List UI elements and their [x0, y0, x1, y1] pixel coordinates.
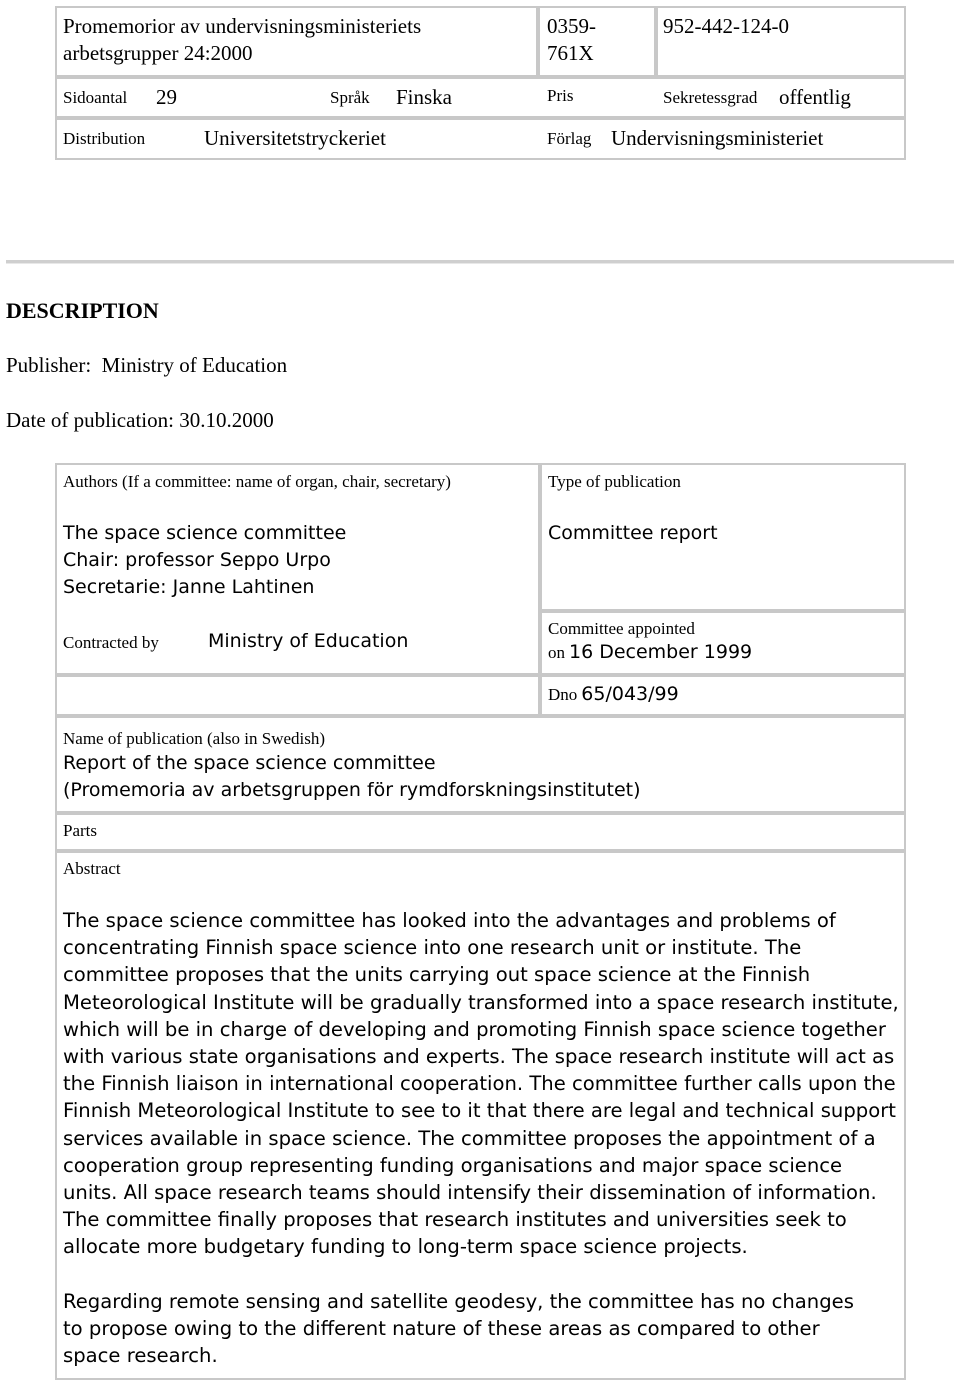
- appointed-prefix: on: [548, 643, 565, 662]
- name-line1: Report of the space science committee: [63, 752, 436, 774]
- abstract-label: Abstract: [63, 859, 121, 878]
- dno-line: [548, 684, 679, 706]
- issn-line2: 761X: [547, 41, 594, 65]
- dno-value: 65/043/99: [581, 683, 679, 705]
- publication-series-title-line1: Promemorior av undervisningsministeriets: [63, 14, 422, 38]
- date-label: Date of publication:: [6, 408, 174, 432]
- publisher-line: [6, 353, 287, 377]
- parts-label: Parts: [63, 821, 97, 840]
- name-line2: (Promemoria av arbetsgruppen för rymdforskningsinstitutet): [63, 779, 641, 801]
- language-value: Finska: [396, 85, 453, 109]
- distribution-label: Distribution: [63, 129, 146, 148]
- publisher-value-sv: Undervisningsministeriet: [611, 126, 824, 150]
- contracted-label: Contracted by: [63, 633, 159, 652]
- language-label: Språk: [330, 88, 370, 107]
- publisher-label-sv: Förlag: [547, 129, 592, 148]
- type-label: Type of publication: [548, 472, 681, 491]
- name-label: Name of publication (also in Swedish): [63, 729, 326, 748]
- parts-cell: [55, 813, 906, 851]
- abstract-paragraph-1: The space science committee has looked into the advantages and problems of concentrating Finnish space science into one research unit or institute. The committee proposes that the units carrying out space science at the Finnish Meteorological Institute will be gradually transformed into a space research institute, which will be in charge of developing and promoting Finnish space science together with various state organisations and experts. The space research institute will act as the Finnish liaison in international cooperation. The committee further calls upon the Finnish Meteorological Institute to see to it that there are legal and technical support services available in space science. The committee proposes the appointment of a cooperation group representing funding organisations and major space science units. All space research teams should intensify their dissemination of information. The committee finally proposes that research institutes and universities seek to allocate more budgetary funding to long-term space science projects.: [63, 909, 899, 1259]
- authors-line2: Chair: professor Seppo Urpo: [63, 549, 331, 571]
- issn-line1: 0359-: [547, 14, 596, 38]
- type-value: Committee report: [548, 522, 718, 544]
- publisher-value: Ministry of Education: [101, 353, 288, 377]
- abstract-paragraph-2: Regarding remote sensing and satellite geodesy, the committee has no changes to propose owing to the different nature of these areas as compared to other space research.: [63, 1290, 854, 1368]
- secrecy-value: offentlig: [779, 85, 851, 109]
- pages-label: Sidoantal: [63, 88, 128, 107]
- pages-value: 29: [156, 85, 177, 109]
- publication-series-title-line2: arbetsgrupper 24:2000: [63, 41, 253, 65]
- dno-label: Dno: [548, 685, 578, 704]
- empty-cell: [55, 675, 540, 716]
- price-label: Pris: [547, 86, 574, 105]
- section-divider: [6, 260, 954, 264]
- authors-line1: The space science committee: [63, 522, 347, 544]
- distribution-value: Universitetstryckeriet: [204, 126, 386, 150]
- authors-label: Authors (If a committee: name of organ, chair, secretary): [63, 472, 451, 491]
- appointed-line: [548, 642, 752, 664]
- secrecy-label: Sekretessgrad: [663, 88, 758, 107]
- authors-line3: Secretarie: Janne Lahtinen: [63, 576, 315, 598]
- description-heading: DESCRIPTION: [6, 298, 159, 323]
- isbn-value: 952-442-124-0: [663, 14, 789, 38]
- contracted-value: Ministry of Education: [208, 630, 409, 652]
- date-line: [6, 408, 274, 432]
- appointed-date: 16 December 1999: [569, 641, 753, 663]
- date-value: 30.10.2000: [179, 408, 274, 432]
- publisher-label: Publisher:: [6, 353, 92, 377]
- appointed-label: Committee appointed: [548, 619, 695, 638]
